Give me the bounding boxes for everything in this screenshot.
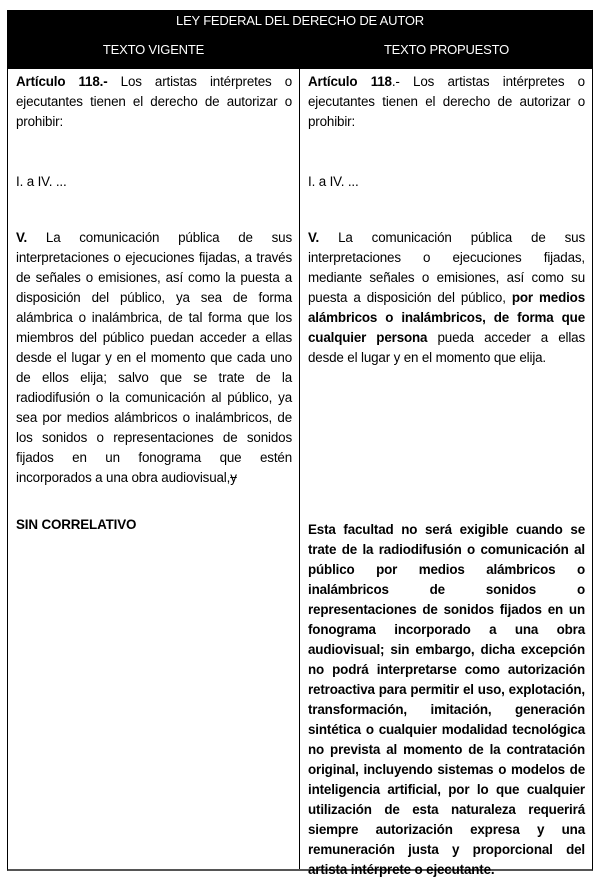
law-title: LEY FEDERAL DEL DERECHO DE AUTOR (176, 13, 424, 28)
column-header-vigente: TEXTO VIGENTE (102, 42, 205, 57)
vigente-article-intro (16, 72, 292, 132)
vigente-v-struck-text: y (230, 470, 237, 485)
vigente-article-label: Artículo 118.- (16, 74, 108, 89)
propuesto-v-label: V. (308, 230, 320, 245)
propuesto-fraction-v (308, 228, 585, 368)
propuesto-fractions: I. a IV. ... (308, 174, 359, 189)
vigente-article-text: Los artistas intérpretes o ejecutantes tienen el derecho de autorizar o prohibir: (16, 74, 292, 129)
propuesto-v-text-2: pueda acceder a ellas desde el lugar y en el momento que elija. (308, 330, 586, 365)
propuesto-article-label: Artículo 118 (308, 74, 392, 89)
vigente-fraction-v (16, 228, 292, 488)
table-header (8, 10, 592, 69)
propuesto-v-bold-text: por medios alámbricos o inalámbricos, de forma que cualquier persona (308, 290, 585, 345)
vigente-fractions: I. a IV. ... (16, 174, 67, 189)
propuesto-new-paragraph: Esta facultad no será exigible cuando se trate de la radiodifusión o comunicación al público por medios alámbricos o inalámbricos de sonidos o representaciones de sonidos fijados en un fonograma incorporado a una obra audiovisual; sin embargo, dicha excepción no podrá interpretarse como autorización retroactiva para permitir el uso, explotación, transformación, imitación, generación sintética o cualquier modalidad tecnológica no prevista al momento de la contratación original, incluyendo sistemas o modelos de inteligencia artificial, por lo que cualquier utilización de esta naturaleza requerirá siempre autorización expresa y una remuneración justa y proporcional del artista intérprete o ejecutante. (308, 522, 585, 877)
propuesto-article-text: .- Los artistas intérpretes o ejecutantes tienen el derecho de autorizar o prohibir: (308, 74, 585, 129)
vigente-v-label: V. (16, 230, 28, 245)
vigente-sin-correlativo: SIN CORRELATIVO (16, 517, 137, 532)
propuesto-v-text-1: La comunicación pública de sus interpretaciones o ejecuciones fijadas, mediante señales o emisiones, así como su puesta a disposición del público, (308, 230, 585, 305)
column-header-propuesto: TEXTO PROPUESTO (383, 42, 510, 57)
comparison-table (7, 10, 593, 877)
vigente-v-text: La comunicación pública de sus interpretaciones o ejecuciones fijadas, a través de señales o emisiones, así como la puesta a disposición del público, ya sea de forma alámbrica o inalámbrica, de tal forma que los miembros del público puedan acceder a ellas desde el lugar y en el momento que cada uno de ellos elija; salvo que se trate de la radiodifusión o la comunicación al público, ya sea por medios alámbricos o inalámbricos, de los sonidos o representaciones de sonidos fijados en un fonograma que estén incorporados a una obra audiovisual, (16, 230, 292, 485)
column-divider (299, 69, 300, 869)
propuesto-article-intro (308, 72, 585, 132)
